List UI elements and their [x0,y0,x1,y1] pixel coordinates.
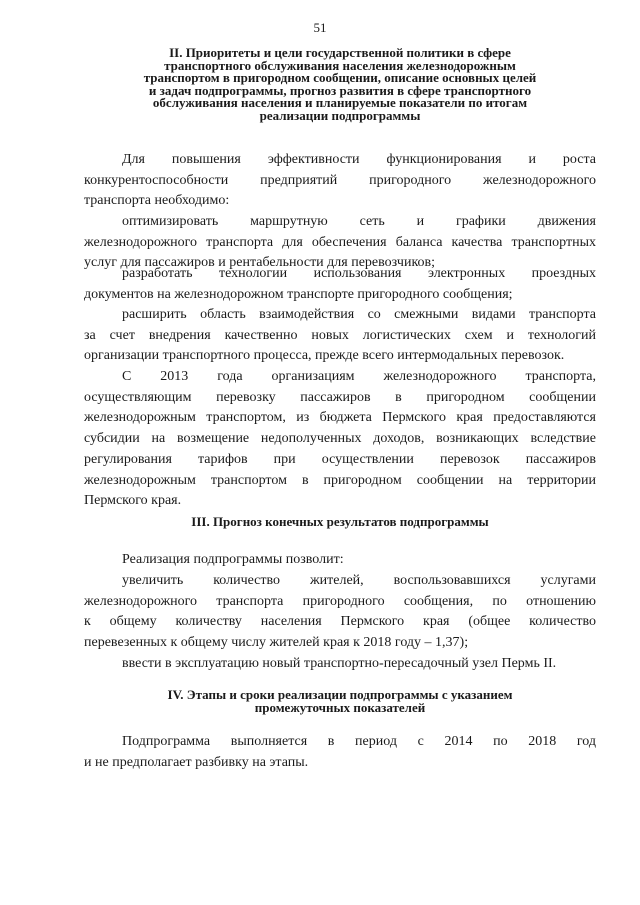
section-3-heading [84,516,596,529]
section-2-heading [84,47,596,122]
section-4-paragraph-1 [84,732,596,773]
text-line: разработать технологии использования электронных проездных [122,266,596,281]
section-3-heading-line: III. Прогноз конечных результатов подпрограммы [191,514,489,529]
text-line: оптимизировать маршрутную сеть и графики движения [122,214,596,229]
section-4-heading-line: промежуточных показателей [254,699,426,715]
text-line: субсидии на возмещение недополученных доходов, возникающих вследствие [84,431,596,447]
text-line: железнодорожного транспорта пригородного сообщения, по отношению [84,593,596,609]
section-2-heading-line: II. Приоритеты и цели государственной политики в сфере [169,45,511,60]
text-line: к общему количеству населения Пермского края (общее количество [84,614,596,630]
text-line: ввести в эксплуатацию новый транспортно-пересадочный узел Пермь II. [122,656,557,671]
text-line: железнодорожным транспортом, из бюджета Пермского края предоставляются [84,410,596,426]
text-line: организации транспортного процесса, прежде всего интермодальных перевозок. [84,348,565,364]
text-line: Реализация подпрограммы позволит: [122,552,344,567]
section-4-heading-line: IV. Этапы и сроки реализации подпрограммы с указанием [167,687,513,702]
section-2-heading-line: реализации подпрограммы [259,107,421,123]
text-line: за счет внедрения качественно новых логистических схем и технологий [84,327,596,343]
section-2-paragraph-3 [84,264,596,305]
text-line: транспорта необходимо: [84,193,230,209]
text-line: железнодорожного транспорта для обеспечения баланса качества транспортных [84,234,596,250]
section-2-paragraph-1 [84,150,596,212]
text-line: перевезенных к общему числу жителей края к 2018 году – 1,37); [84,635,469,651]
section-2-paragraph-4 [84,305,596,367]
text-line: и не предполагает разбивку на этапы. [84,754,309,770]
text-line: регулирования тарифов при осуществлении перевозок пассажиров [84,451,596,467]
text-line: железнодорожным транспортом в пригородном сообщении на территории [84,472,596,488]
section-2-heading-line: обслуживания населения и планируемые показатели по итогам [152,95,528,110]
section-2-heading-line: транспортом в пригородном сообщении, описание основных целей [143,70,537,85]
text-line: расширить область взаимодействия со смежными видами транспорта [122,307,596,322]
section-2-paragraph-5 [84,367,596,512]
section-3-paragraph-2 [84,571,596,654]
section-3-paragraph-1 [84,550,596,571]
text-line: Пермского края. [84,493,182,509]
text-line: конкурентоспособности предприятий пригородного железнодорожного [84,172,596,188]
section-4-heading [84,689,596,714]
text-line: увеличить количество жителей, воспользовавшихся услугами [122,573,596,588]
section-2-heading-line: и задач подпрограммы, прогноз развития в сфере транспортного [148,82,532,98]
text-line: Для повышения эффективности функционирования и роста [122,152,596,167]
section-2-heading-line: транспортного обслуживания населения железнодорожным [164,57,516,73]
page-number: 51 [313,20,327,35]
text-line: осуществляющим перевозку пассажиров в пригородном сообщении [84,389,596,405]
section-3-paragraph-3 [84,654,596,675]
text-line: С 2013 года организациям железнодорожного транспорта, [122,369,596,384]
text-line: Подпрограмма выполняется в период с 2014 по 2018 год [122,734,596,749]
text-line: услуг для пассажиров и рентабельности для перевозчиков; [84,255,436,271]
text-line: документов на железнодорожном транспорте пригородного сообщения; [84,286,513,302]
